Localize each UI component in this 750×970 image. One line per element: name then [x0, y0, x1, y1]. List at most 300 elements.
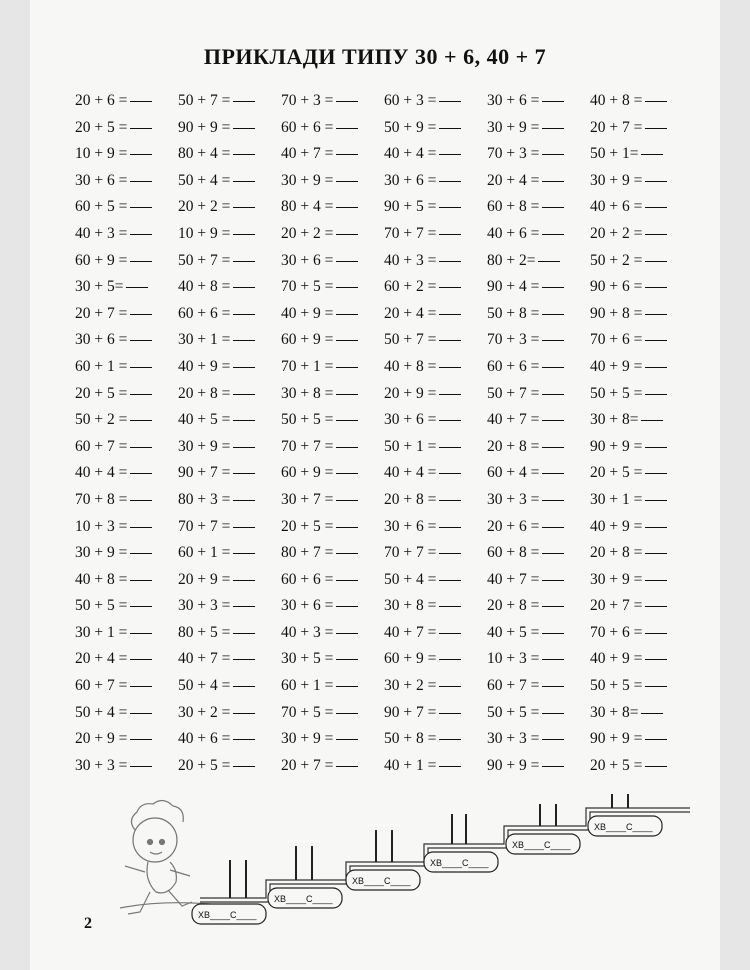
- answer-blank[interactable]: [130, 579, 152, 581]
- answer-blank[interactable]: [233, 632, 255, 634]
- equation-text: 60 + 2 =: [384, 278, 437, 296]
- answer-blank[interactable]: [439, 260, 461, 262]
- equation-text: 60 + 9 =: [281, 331, 334, 349]
- answer-blank[interactable]: [233, 446, 255, 448]
- equation-item: [384, 753, 487, 780]
- equation-item: [178, 514, 281, 541]
- equation-text: 60 + 7 =: [75, 437, 128, 455]
- answer-blank[interactable]: [233, 100, 255, 102]
- equation-text: 20 + 7 =: [75, 304, 128, 322]
- equation-text: 60 + 7 =: [75, 677, 128, 695]
- equation-item: [75, 221, 178, 248]
- answer-blank[interactable]: [645, 286, 667, 288]
- equation-text: 60 + 9 =: [281, 464, 334, 482]
- equation-item: [487, 646, 590, 673]
- answer-blank[interactable]: [130, 685, 152, 687]
- answer-blank[interactable]: [542, 286, 564, 288]
- answer-blank[interactable]: [645, 472, 667, 474]
- answer-blank[interactable]: [336, 579, 358, 581]
- equation-text: 30 + 3 =: [178, 597, 231, 615]
- answer-blank[interactable]: [542, 499, 564, 501]
- answer-blank[interactable]: [439, 313, 461, 315]
- equation-item: [590, 274, 693, 301]
- answer-blank[interactable]: [130, 100, 152, 102]
- answer-blank[interactable]: [439, 499, 461, 501]
- answer-blank[interactable]: [233, 393, 255, 395]
- answer-blank[interactable]: [130, 446, 152, 448]
- answer-blank[interactable]: [439, 712, 461, 714]
- answer-blank[interactable]: [130, 738, 152, 740]
- equation-text: 20 + 5 =: [178, 756, 231, 774]
- answer-blank[interactable]: [439, 658, 461, 660]
- answer-blank[interactable]: [542, 685, 564, 687]
- equation-text: 40 + 7 =: [487, 570, 540, 588]
- equation-text: 10 + 3 =: [75, 517, 128, 535]
- equation-item: [75, 301, 178, 328]
- equation-text: 30 + 6 =: [384, 411, 437, 429]
- answer-blank[interactable]: [233, 339, 255, 341]
- answer-blank[interactable]: [645, 100, 667, 102]
- answer-blank[interactable]: [233, 153, 255, 155]
- equation-text: 40 + 8 =: [178, 278, 231, 296]
- answer-blank[interactable]: [233, 685, 255, 687]
- answer-blank[interactable]: [439, 419, 461, 421]
- equation-text: 10 + 9 =: [178, 224, 231, 242]
- answer-blank[interactable]: [336, 658, 358, 660]
- answer-blank[interactable]: [130, 765, 152, 767]
- equation-text: 90 + 9 =: [487, 756, 540, 774]
- answer-blank[interactable]: [130, 712, 152, 714]
- equation-item: [487, 248, 590, 275]
- answer-blank[interactable]: [542, 100, 564, 102]
- equation-item: [178, 646, 281, 673]
- answer-blank[interactable]: [130, 366, 152, 368]
- answer-blank[interactable]: [439, 339, 461, 341]
- answer-blank[interactable]: [233, 127, 255, 129]
- equation-text: 30 + 6 =: [75, 331, 128, 349]
- answer-blank[interactable]: [645, 446, 667, 448]
- answer-blank[interactable]: [439, 100, 461, 102]
- answer-blank[interactable]: [542, 579, 564, 581]
- equation-text: 50 + 2 =: [75, 411, 128, 429]
- answer-blank[interactable]: [645, 738, 667, 740]
- answer-blank[interactable]: [233, 206, 255, 208]
- answer-blank[interactable]: [645, 552, 667, 554]
- answer-blank[interactable]: [542, 765, 564, 767]
- equation-text: 30 + 9 =: [590, 570, 643, 588]
- equation-item: [281, 434, 384, 461]
- equation-text: 90 + 7 =: [178, 464, 231, 482]
- equation-item: [487, 434, 590, 461]
- equation-item: [178, 88, 281, 115]
- answer-blank[interactable]: [542, 526, 564, 528]
- equation-text: 40 + 6 =: [487, 224, 540, 242]
- answer-blank[interactable]: [542, 658, 564, 660]
- answer-blank[interactable]: [233, 419, 255, 421]
- answer-blank[interactable]: [130, 233, 152, 235]
- equation-text: 40 + 5 =: [487, 623, 540, 641]
- equation-text: 30 + 3 =: [487, 490, 540, 508]
- equation-text: 10 + 9 =: [75, 145, 128, 163]
- answer-blank[interactable]: [645, 127, 667, 129]
- equation-item: [384, 381, 487, 408]
- answer-blank[interactable]: [130, 313, 152, 315]
- answer-blank[interactable]: [542, 313, 564, 315]
- answer-blank[interactable]: [645, 658, 667, 660]
- answer-blank[interactable]: [645, 765, 667, 767]
- equation-item: [75, 88, 178, 115]
- answer-blank[interactable]: [439, 153, 461, 155]
- answer-blank[interactable]: [336, 339, 358, 341]
- answer-blank[interactable]: [542, 552, 564, 554]
- equation-item: [384, 700, 487, 727]
- answer-blank[interactable]: [130, 260, 152, 262]
- answer-blank[interactable]: [336, 393, 358, 395]
- equation-item: [75, 248, 178, 275]
- answer-blank[interactable]: [336, 286, 358, 288]
- equation-text: 80 + 2=: [487, 251, 536, 269]
- answer-blank[interactable]: [439, 605, 461, 607]
- answer-blank[interactable]: [439, 206, 461, 208]
- equation-text: 20 + 7 =: [590, 118, 643, 136]
- equation-text: 30 + 9 =: [281, 171, 334, 189]
- answer-blank[interactable]: [336, 366, 358, 368]
- equation-item: [487, 115, 590, 142]
- equation-text: 50 + 2 =: [590, 251, 643, 269]
- answer-blank[interactable]: [641, 419, 663, 421]
- equation-text: 40 + 4 =: [384, 464, 437, 482]
- answer-blank[interactable]: [130, 658, 152, 660]
- equation-text: 50 + 7 =: [178, 92, 231, 109]
- answer-blank[interactable]: [233, 313, 255, 315]
- equation-text: 40 + 8 =: [75, 570, 128, 588]
- equation-text: 60 + 6 =: [281, 118, 334, 136]
- equation-text: 80 + 5 =: [178, 623, 231, 641]
- equation-item: [590, 673, 693, 700]
- answer-blank[interactable]: [439, 738, 461, 740]
- answer-box-label: ХВ____С____: [512, 840, 571, 850]
- equation-item: [178, 354, 281, 381]
- equation-item: [75, 381, 178, 408]
- answer-blank[interactable]: [645, 233, 667, 235]
- answer-blank[interactable]: [439, 552, 461, 554]
- equation-text: 20 + 6 =: [487, 517, 540, 535]
- answer-blank[interactable]: [538, 260, 560, 262]
- answer-blank[interactable]: [130, 552, 152, 554]
- answer-blank[interactable]: [336, 685, 358, 687]
- answer-blank[interactable]: [233, 605, 255, 607]
- equation-text: 40 + 4 =: [75, 464, 128, 482]
- equation-text: 50 + 5 =: [590, 677, 643, 695]
- equation-text: 30 + 8 =: [384, 597, 437, 615]
- answer-blank[interactable]: [439, 446, 461, 448]
- equation-item: [590, 354, 693, 381]
- answer-blank[interactable]: [542, 180, 564, 182]
- equation-item: [75, 514, 178, 541]
- answer-blank[interactable]: [336, 765, 358, 767]
- equation-text: 80 + 3 =: [178, 490, 231, 508]
- equation-text: 30 + 7 =: [281, 490, 334, 508]
- answer-blank[interactable]: [233, 472, 255, 474]
- equation-item: [590, 115, 693, 142]
- equation-item: [281, 248, 384, 275]
- answer-blank[interactable]: [130, 180, 152, 182]
- equation-item: [384, 327, 487, 354]
- answer-blank[interactable]: [130, 605, 152, 607]
- equation-text: 70 + 7 =: [281, 437, 334, 455]
- answer-blank[interactable]: [336, 313, 358, 315]
- equation-item: [75, 354, 178, 381]
- equation-item: [178, 248, 281, 275]
- answer-blank[interactable]: [336, 100, 358, 102]
- answer-blank[interactable]: [130, 526, 152, 528]
- equation-text: 90 + 9 =: [178, 118, 231, 136]
- equation-text: 60 + 3 =: [384, 92, 437, 109]
- equation-item: [487, 327, 590, 354]
- answer-blank[interactable]: [645, 206, 667, 208]
- equation-item: [384, 567, 487, 594]
- equation-item: [178, 567, 281, 594]
- answer-blank[interactable]: [439, 579, 461, 581]
- equation-item: [487, 540, 590, 567]
- answer-blank[interactable]: [439, 765, 461, 767]
- answer-blank[interactable]: [336, 738, 358, 740]
- answer-blank[interactable]: [542, 206, 564, 208]
- answer-box-label: ХВ____С____: [352, 876, 411, 886]
- equation-text: 30 + 8=: [590, 411, 639, 429]
- answer-blank[interactable]: [542, 339, 564, 341]
- equation-item: [384, 168, 487, 195]
- answer-blank[interactable]: [336, 552, 358, 554]
- equation-item: [178, 726, 281, 753]
- equation-text: 60 + 1 =: [178, 544, 231, 562]
- answer-blank[interactable]: [439, 233, 461, 235]
- equation-item: [178, 407, 281, 434]
- equation-text: 20 + 9 =: [75, 730, 128, 748]
- equation-text: 30 + 6 =: [281, 251, 334, 269]
- answer-blank[interactable]: [233, 286, 255, 288]
- answer-blank[interactable]: [439, 180, 461, 182]
- answer-blank[interactable]: [645, 366, 667, 368]
- equation-item: [281, 168, 384, 195]
- answer-blank[interactable]: [645, 393, 667, 395]
- equation-text: 40 + 1 =: [384, 756, 437, 774]
- equation-item: [590, 221, 693, 248]
- equation-text: 90 + 5 =: [384, 198, 437, 216]
- equation-item: [281, 540, 384, 567]
- answer-blank[interactable]: [130, 419, 152, 421]
- answer-blank[interactable]: [645, 499, 667, 501]
- answer-blank[interactable]: [645, 579, 667, 581]
- answer-blank[interactable]: [233, 499, 255, 501]
- answer-blank[interactable]: [542, 605, 564, 607]
- equation-text: 30 + 1 =: [590, 490, 643, 508]
- answer-blank[interactable]: [130, 206, 152, 208]
- answer-blank[interactable]: [130, 393, 152, 395]
- equation-item: [590, 194, 693, 221]
- answer-blank[interactable]: [542, 738, 564, 740]
- equation-text: 50 + 4 =: [178, 677, 231, 695]
- answer-blank[interactable]: [641, 153, 663, 155]
- equation-text: 60 + 9 =: [75, 251, 128, 269]
- equation-item: [590, 248, 693, 275]
- equation-text: 60 + 6 =: [487, 357, 540, 375]
- equation-item: [384, 221, 487, 248]
- answer-blank[interactable]: [233, 180, 255, 182]
- answer-blank[interactable]: [233, 712, 255, 714]
- equation-item: [590, 327, 693, 354]
- answer-blank[interactable]: [233, 366, 255, 368]
- answer-blank[interactable]: [233, 765, 255, 767]
- answer-blank[interactable]: [542, 153, 564, 155]
- answer-blank[interactable]: [130, 153, 152, 155]
- equation-item: [178, 593, 281, 620]
- equation-item: [75, 753, 178, 780]
- equation-text: 30 + 1 =: [178, 331, 231, 349]
- equation-text: 20 + 6 =: [75, 92, 128, 109]
- answer-blank[interactable]: [130, 499, 152, 501]
- answer-blank[interactable]: [542, 472, 564, 474]
- answer-blank[interactable]: [126, 286, 148, 288]
- equation-text: 30 + 9 =: [590, 171, 643, 189]
- equation-text: 30 + 5=: [75, 278, 124, 296]
- equation-item: [75, 434, 178, 461]
- equation-item: [487, 274, 590, 301]
- equation-item: [75, 593, 178, 620]
- equation-item: [75, 540, 178, 567]
- equation-text: 70 + 6 =: [590, 331, 643, 349]
- equation-item: [178, 700, 281, 727]
- answer-blank[interactable]: [542, 393, 564, 395]
- answer-blank[interactable]: [542, 632, 564, 634]
- answer-blank[interactable]: [645, 313, 667, 315]
- answer-blank[interactable]: [336, 153, 358, 155]
- equation-text: 30 + 6 =: [384, 517, 437, 535]
- answer-blank[interactable]: [336, 206, 358, 208]
- equation-item: [384, 460, 487, 487]
- answer-blank[interactable]: [439, 632, 461, 634]
- answer-blank[interactable]: [336, 127, 358, 129]
- answer-blank[interactable]: [233, 260, 255, 262]
- equation-item: [590, 168, 693, 195]
- answer-blank[interactable]: [542, 712, 564, 714]
- answer-blank[interactable]: [641, 712, 663, 714]
- answer-box-label: ХВ____С____: [594, 822, 653, 832]
- equation-text: 70 + 5 =: [281, 703, 334, 721]
- answer-blank[interactable]: [336, 419, 358, 421]
- answer-blank[interactable]: [542, 127, 564, 129]
- equation-text: 90 + 9 =: [590, 437, 643, 455]
- answer-blank[interactable]: [336, 180, 358, 182]
- equation-item: [178, 221, 281, 248]
- equation-text: 40 + 3 =: [281, 623, 334, 641]
- answer-blank[interactable]: [439, 127, 461, 129]
- equation-text: 30 + 2 =: [384, 677, 437, 695]
- equation-text: 60 + 6 =: [178, 304, 231, 322]
- equation-text: 40 + 9 =: [281, 304, 334, 322]
- equation-text: 20 + 5 =: [281, 517, 334, 535]
- answer-blank[interactable]: [542, 233, 564, 235]
- answer-blank[interactable]: [233, 579, 255, 581]
- answer-blank[interactable]: [645, 605, 667, 607]
- answer-blank[interactable]: [336, 712, 358, 714]
- equation-item: [590, 540, 693, 567]
- answer-blank[interactable]: [130, 472, 152, 474]
- answer-blank[interactable]: [336, 526, 358, 528]
- equation-item: [281, 115, 384, 142]
- answer-blank[interactable]: [130, 127, 152, 129]
- equation-item: [178, 460, 281, 487]
- equation-item: [590, 141, 693, 168]
- equation-text: 30 + 5 =: [281, 650, 334, 668]
- answer-blank[interactable]: [233, 658, 255, 660]
- equation-item: [75, 487, 178, 514]
- equation-text: 50 + 7 =: [178, 251, 231, 269]
- equation-text: 50 + 1 =: [384, 437, 437, 455]
- answer-blank[interactable]: [439, 286, 461, 288]
- equation-text: 70 + 7 =: [178, 517, 231, 535]
- answer-blank[interactable]: [542, 419, 564, 421]
- equation-text: 60 + 4 =: [487, 464, 540, 482]
- equation-item: [590, 700, 693, 727]
- equation-text: 20 + 7 =: [281, 756, 334, 774]
- equation-text: 20 + 5 =: [590, 464, 643, 482]
- equation-item: [75, 726, 178, 753]
- equation-item: [590, 726, 693, 753]
- answer-blank[interactable]: [336, 499, 358, 501]
- answer-blank[interactable]: [645, 339, 667, 341]
- answer-blank[interactable]: [439, 526, 461, 528]
- equation-text: 50 + 5 =: [487, 703, 540, 721]
- equation-text: 70 + 5 =: [281, 278, 334, 296]
- equation-text: 30 + 6 =: [487, 92, 540, 109]
- answer-blank[interactable]: [336, 446, 358, 448]
- answer-blank[interactable]: [130, 632, 152, 634]
- answer-blank[interactable]: [336, 260, 358, 262]
- equation-item: [487, 460, 590, 487]
- answer-blank[interactable]: [645, 260, 667, 262]
- equation-item: [590, 753, 693, 780]
- equation-text: 40 + 7 =: [487, 411, 540, 429]
- answer-blank[interactable]: [336, 632, 358, 634]
- equation-text: 40 + 9 =: [590, 650, 643, 668]
- answer-blank[interactable]: [645, 632, 667, 634]
- answer-blank[interactable]: [233, 552, 255, 554]
- answer-blank[interactable]: [542, 366, 564, 368]
- answer-blank[interactable]: [233, 738, 255, 740]
- answer-blank[interactable]: [336, 233, 358, 235]
- answer-blank[interactable]: [336, 605, 358, 607]
- equation-item: [384, 274, 487, 301]
- answer-blank[interactable]: [439, 393, 461, 395]
- equation-text: 20 + 4 =: [487, 171, 540, 189]
- answer-blank[interactable]: [439, 366, 461, 368]
- equation-item: [384, 194, 487, 221]
- answer-blank[interactable]: [233, 526, 255, 528]
- equation-item: [178, 540, 281, 567]
- answer-blank[interactable]: [439, 685, 461, 687]
- answer-blank[interactable]: [645, 526, 667, 528]
- equation-text: 20 + 8 =: [487, 597, 540, 615]
- answer-blank[interactable]: [130, 339, 152, 341]
- answer-blank[interactable]: [645, 685, 667, 687]
- answer-blank[interactable]: [233, 233, 255, 235]
- answer-blank[interactable]: [336, 472, 358, 474]
- answer-blank[interactable]: [645, 180, 667, 182]
- equation-item: [487, 514, 590, 541]
- answer-blank[interactable]: [542, 446, 564, 448]
- answer-blank[interactable]: [439, 472, 461, 474]
